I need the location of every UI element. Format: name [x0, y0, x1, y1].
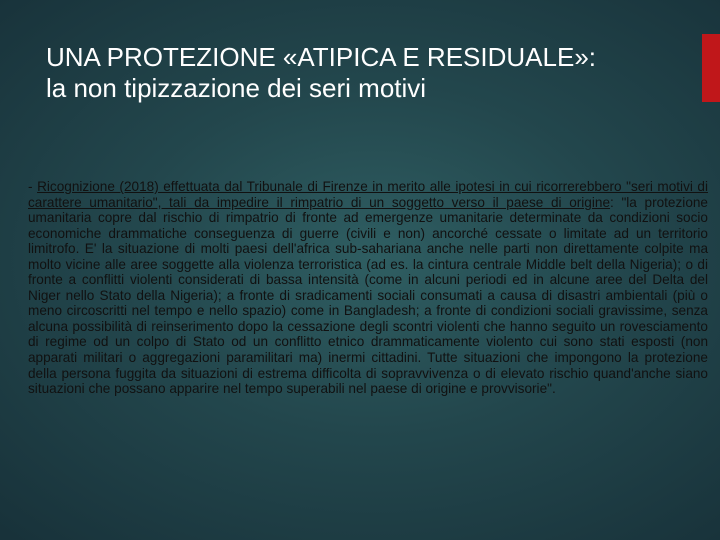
- slide-title: UNA PROTEZIONE «ATIPICA E RESIDUALE»: la non tipizzazione dei seri motivi: [46, 42, 596, 103]
- accent-bar: [702, 34, 720, 102]
- body-underlined-intro: Ricognizione (2018) effettuata dal Tribunale di Firenze in merito alle ipotesi in cui ricorrerebbero "seri motivi di carattere umanitario", tali da impedire il rimpatrio di un soggetto verso il paese di origine: [28, 179, 708, 210]
- slide-body: [28, 179, 708, 397]
- body-text: : "la protezione umanitaria copre dal rischio di rimpatrio di fronte ad emergenze umanitarie determinate da condizioni socio economiche drammatiche conseguenza di guerre (civili e non) ancorché cessate o limitate ad un territorio limitrofo. E' la situazione di molti paesi dell'africa sub-sahariana anche nelle parti non direttamente colpite ma molto vicine alle aree soggette alla violenza terroristica (ad es. la cintura centrale Middle belt della Nigeria); o di fronte a conflitti violenti considerati di bassa intensità (come in alcuni periodi ed in alcune aree del Delta del Niger nello Stato della Nigeria); a fronte di sradicamenti sociali consumati a causa di disastri ambientali (più o meno circoscritti nel tempo e nello spazio) come in Bangladesh; a fronte di condizioni sociali gravissime, senza alcuna possibilità di reinserimento dopo la cessazione degli scontri violenti che hanno seguito un rovesciamento di regime od un colpo di Stato od un conflitto etnico drammaticamente violento cui sono stati esposti (non apparati militari o aggregazioni paramilitari ma) inermi cittadini. Tutte situazioni che impongono la protezione della persona fuggita da situazioni di estrema difficolta di sopravvivenza o di elevato rischio quand'anche siano situazioni che possano apparire nel tempo superabili nel paese di origine e provvisorie".: [28, 194, 708, 397]
- body-dash: -: [28, 179, 38, 194]
